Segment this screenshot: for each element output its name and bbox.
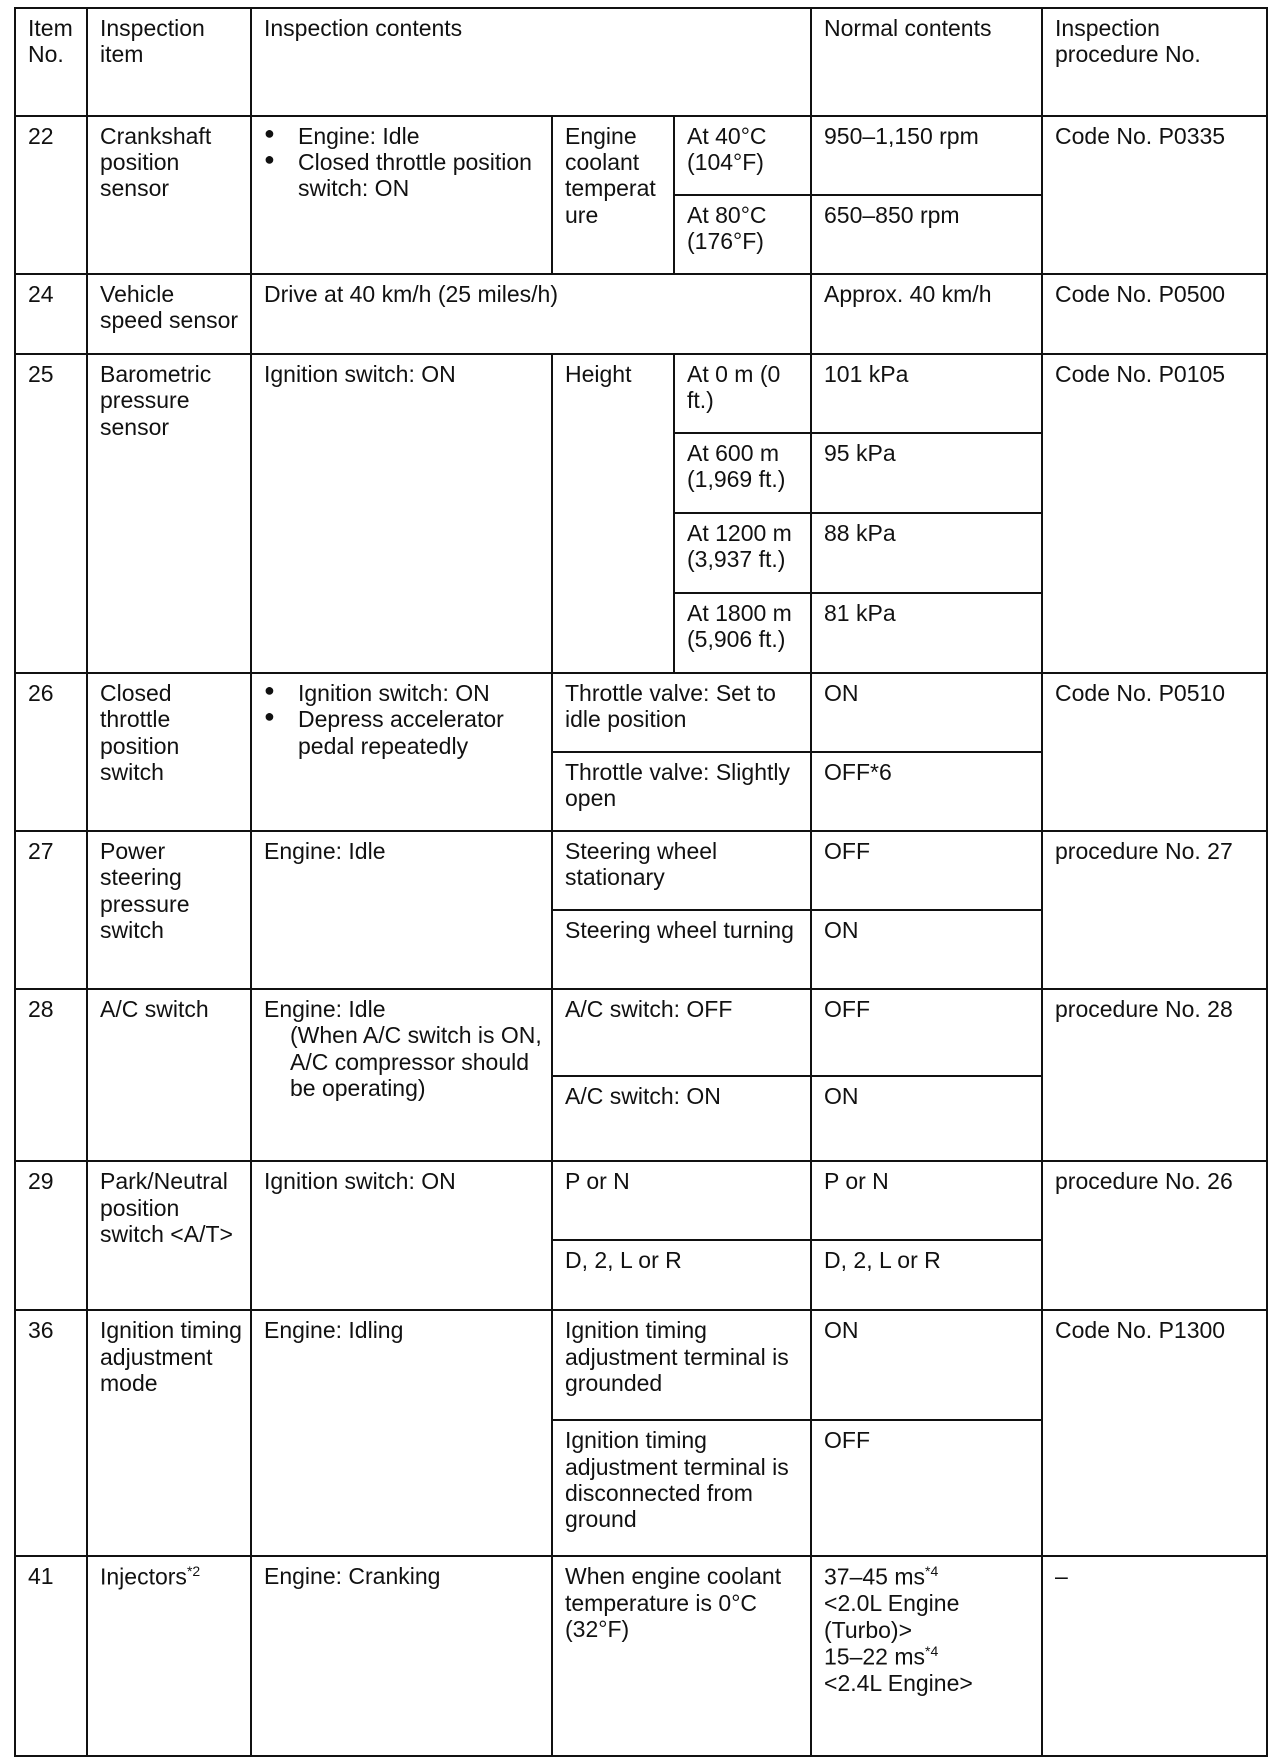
inspection-item: A/C switch: [87, 989, 251, 1161]
inspection-conditions: [251, 989, 552, 1161]
procedure-no: procedure No. 27: [1042, 831, 1267, 989]
header-item-no: Item No.: [15, 8, 87, 116]
item-no: 28: [15, 989, 87, 1161]
inspection-item: Power steering pressure switch: [87, 831, 251, 989]
normal-value: ON: [811, 673, 1042, 752]
item-no: 22: [15, 116, 87, 274]
inspection-conditions: Engine: Idle: [251, 831, 552, 989]
table-row: [15, 989, 1267, 1076]
normal-value: OFF: [811, 831, 1042, 910]
normal-value: 101 kPa: [811, 354, 1042, 433]
normal-value: ON: [811, 910, 1042, 989]
header-inspection-item: Inspection item: [87, 8, 251, 116]
condition-note: (When A/C switch is ON, A/C compressor should be operating): [290, 1022, 542, 1102]
sub-condition: D, 2, L or R: [552, 1240, 811, 1310]
sub-condition: At 40°C (104°F): [674, 116, 811, 195]
normal-value: 88 kPa: [811, 513, 1042, 593]
sub-condition: At 600 m (1,969 ft.): [674, 433, 811, 513]
condition-bullet: ● Depress accelerator pedal repeatedly: [264, 706, 543, 759]
procedure-no: Code No. P0510: [1042, 673, 1267, 831]
normal-value-a: 37–45 ms: [824, 1563, 926, 1590]
inspection-conditions: [251, 673, 552, 831]
procedure-no: –: [1042, 1556, 1267, 1756]
sub-condition: A/C switch: ON: [552, 1076, 811, 1162]
inspection-conditions: Engine: Idling: [251, 1310, 552, 1556]
sub-condition: Ignition timing adjustment terminal is grounded: [552, 1310, 811, 1420]
condition-bullet: ● Engine: Idle: [264, 123, 543, 149]
sub-condition: Steering wheel turning: [552, 910, 811, 989]
normal-value: P or N: [811, 1161, 1042, 1240]
sub-condition: P or N: [552, 1161, 811, 1240]
table-row: [15, 831, 1267, 910]
inspection-table: [14, 7, 1268, 1757]
header-row: [15, 8, 1267, 116]
normal-value: OFF: [811, 1420, 1042, 1556]
normal-value: OFF*6: [811, 752, 1042, 831]
sub-condition: At 1200 m (3,937 ft.): [674, 513, 811, 593]
sub-condition: Throttle valve: Set to idle position: [552, 673, 811, 752]
inspection-item: Barometric pressure sensor: [87, 354, 251, 673]
normal-value: D, 2, L or R: [811, 1240, 1042, 1310]
footnote-marker: *4: [925, 1563, 939, 1580]
inspection-item: Vehicle speed sensor: [87, 274, 251, 354]
table-row: [15, 274, 1267, 354]
normal-value: 81 kPa: [811, 593, 1042, 673]
sub-condition: A/C switch: OFF: [552, 989, 811, 1076]
normal-value: OFF: [811, 989, 1042, 1076]
table-row: [15, 354, 1267, 433]
inspection-conditions: Ignition switch: ON: [251, 354, 552, 673]
procedure-no: Code No. P0105: [1042, 354, 1267, 673]
normal-value: 650–850 rpm: [811, 195, 1042, 274]
inspection-item: Crankshaft position sensor: [87, 116, 251, 274]
table-row: [15, 673, 1267, 752]
table-row: [15, 1310, 1267, 1420]
sub-condition: When engine coolant temperature is 0°C (32°F): [552, 1556, 811, 1756]
item-no: 29: [15, 1161, 87, 1310]
item-no: 24: [15, 274, 87, 354]
header-normal-contents: Normal contents: [811, 8, 1042, 116]
procedure-no: Code No. P0335: [1042, 116, 1267, 274]
inspection-conditions: Drive at 40 km/h (25 miles/h): [251, 274, 811, 354]
sub-condition: At 1800 m (5,906 ft.): [674, 593, 811, 673]
table-row: [15, 1161, 1267, 1240]
inspection-conditions: Ignition switch: ON: [251, 1161, 552, 1310]
condition-bullet: ● Closed throttle position switch: ON: [264, 149, 543, 202]
footnote-marker: *2: [186, 1563, 201, 1580]
header-inspection-contents: Inspection contents: [251, 8, 811, 116]
sub-condition: Steering wheel stationary: [552, 831, 811, 910]
inspection-conditions: Engine: Cranking: [251, 1556, 552, 1756]
inspection-item: Park/Neutral position switch <A/T>: [87, 1161, 251, 1310]
normal-value: ON: [811, 1076, 1042, 1162]
normal-value: 950–1,150 rpm: [811, 116, 1042, 195]
normal-value-b: 15–22 ms: [824, 1643, 926, 1670]
footnote-marker: *4: [925, 1643, 939, 1660]
item-no: 36: [15, 1310, 87, 1556]
normal-value: 95 kPa: [811, 433, 1042, 513]
item-no: 26: [15, 673, 87, 831]
inspection-item: [87, 1556, 251, 1756]
procedure-no: Code No. P0500: [1042, 274, 1267, 354]
engine-variant-a: <2.0L Engine (Turbo)>: [824, 1590, 960, 1643]
item-no: 27: [15, 831, 87, 989]
engine-variant-b: <2.4L Engine>: [824, 1670, 973, 1697]
item-text: Injectors: [100, 1563, 187, 1590]
item-no: 41: [15, 1556, 87, 1756]
table-row: [15, 116, 1267, 195]
item-no: 25: [15, 354, 87, 673]
condition-bullet: ● Ignition switch: ON: [264, 680, 543, 706]
condition-parameter: Height: [552, 354, 674, 673]
table-row: [15, 1556, 1267, 1756]
inspection-item: Closed throttle position switch: [87, 673, 251, 831]
condition-text: Engine: Idle: [264, 995, 386, 1022]
header-procedure-no: Inspection procedure No.: [1042, 8, 1267, 116]
normal-value: Approx. 40 km/h: [811, 274, 1042, 354]
sub-condition: At 0 m (0 ft.): [674, 354, 811, 433]
inspection-item: Ignition timing adjustment mode: [87, 1310, 251, 1556]
procedure-no: procedure No. 28: [1042, 989, 1267, 1161]
sub-condition: Throttle valve: Slightly open: [552, 752, 811, 831]
sub-condition: Ignition timing adjustment terminal is disconnected from ground: [552, 1420, 811, 1556]
procedure-no: procedure No. 26: [1042, 1161, 1267, 1310]
condition-parameter: Engine coolant temperature: [552, 116, 674, 274]
sub-condition: At 80°C (176°F): [674, 195, 811, 274]
inspection-conditions: [251, 116, 552, 274]
procedure-no: Code No. P1300: [1042, 1310, 1267, 1556]
normal-value: [811, 1556, 1042, 1756]
normal-value: ON: [811, 1310, 1042, 1420]
